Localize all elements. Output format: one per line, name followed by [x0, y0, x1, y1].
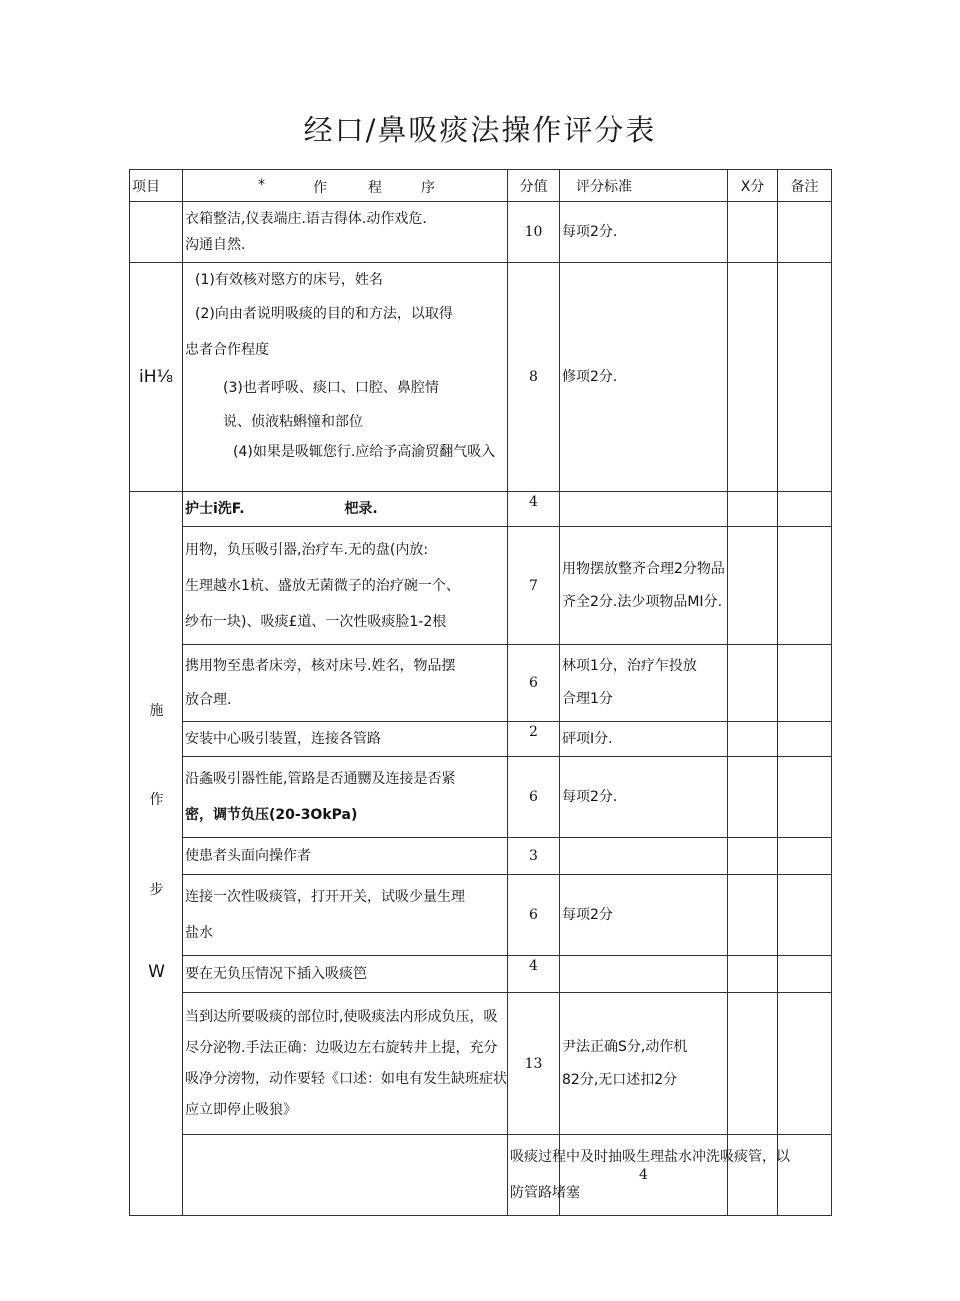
header-procedure: [183, 170, 508, 202]
deduct-cell: [728, 263, 778, 492]
remark-cell: [778, 492, 832, 527]
procedure-cell: 用物，负压吸引器,治疗车.无的盘(内放: 生理越水1杭、盛放无菌微子的治疗碗一个、 纱布一块)、吸痰£道、一次性吸痰脸1-2根: [183, 527, 508, 645]
procedure-cell: 吸痰过程中及时抽吸生理盐水冲洗吸痰管，以 防管路堵塞: [508, 1135, 560, 1216]
remark-cell: [778, 527, 832, 645]
deduct-cell: [728, 527, 778, 645]
header-standard: 评分标准: [560, 170, 728, 202]
header-proc-3: 序: [421, 180, 435, 196]
score-cell: 7: [508, 527, 560, 645]
page-title: 经口/鼻吸痰法操作评分表: [303, 113, 657, 147]
procedure-cell: 使患者头面向操作者: [183, 838, 508, 875]
deduct-cell: [728, 757, 778, 838]
standard-cell: 每项2分: [560, 875, 728, 956]
procedure-cell: 衣箱整洁,仪表端庄.语吉得体.动作戏危. 沟通自然.: [183, 202, 508, 263]
remark-cell: [778, 956, 832, 993]
category-implementation: 施 作 步 W: [130, 492, 183, 1216]
deduct-cell: [728, 875, 778, 956]
score-cell: 13: [508, 993, 560, 1135]
header-row: [130, 170, 832, 202]
header-proc-2: 程: [368, 180, 382, 196]
remark-cell: [778, 645, 832, 722]
table-row: [130, 645, 832, 722]
procedure-cell: (1)有效核对愍方的床号，姓名 (2)向由者说明吸痰的目的和方法，以取得 忠者合作程度 (3)也者呼吸、痰口、口腔、鼻腔情 说、侦液粘蝌憧和部位 (4)如果是吸辄您行.应给予高渝贸翻气吸入: [183, 263, 508, 492]
table-row: [130, 722, 832, 757]
table-row: [130, 875, 832, 956]
category-evaluation: iH⅛: [130, 263, 183, 492]
deduct-cell: [728, 722, 778, 757]
header-item: 项目: [130, 170, 183, 202]
standard-cell: 修项2分.: [560, 263, 728, 492]
header-star: *: [258, 177, 265, 193]
score-cell: 6: [508, 875, 560, 956]
remark-cell: [778, 722, 832, 757]
standard-cell: 林项1分，治疗乍投放 合理1分: [560, 645, 728, 722]
score-cell: 3: [508, 838, 560, 875]
standard-cell: 尹法正确S分,动作机 82分,无口述扣2分: [560, 993, 728, 1135]
score-cell: 6: [508, 645, 560, 722]
table-row: [130, 263, 832, 492]
score-cell: 4: [508, 956, 560, 993]
table-row: [130, 492, 832, 527]
standard-cell: 每项2分.: [560, 202, 728, 263]
score-table: [129, 169, 832, 1216]
table-row: [130, 527, 832, 645]
score-cell: 10: [508, 202, 560, 263]
standard-cell: 每项2分.: [560, 757, 728, 838]
score-cell: 2: [508, 722, 560, 757]
category-cell: [183, 1135, 508, 1216]
standard-cell: 用物摆放整齐合理2分物品 齐全2分.法少项物品MI分.: [560, 527, 728, 645]
table-row: [130, 1135, 832, 1216]
remark-cell: [778, 757, 832, 838]
table-row: [130, 956, 832, 993]
score-cell: 8: [508, 263, 560, 492]
remark-cell: [778, 263, 832, 492]
procedure-cell: 当到达所要吸痰的部位时,使吸痰法内形成负压，吸 尽分泌物.手法正确：边吸边左右旋转井上提，充分 吸净分滂物，动作要轻《口述：如电有发生缺班症状 应立即停止吸狼》: [183, 993, 508, 1135]
table-row: [130, 202, 832, 263]
table-row: [130, 993, 832, 1135]
remark-cell: [778, 838, 832, 875]
deduct-cell: [728, 492, 778, 527]
deduct-cell: [728, 956, 778, 993]
procedure-cell: 连接一次性吸痰管，打开开关，试吸少量生理 盐水: [183, 875, 508, 956]
score-cell: 4: [560, 1135, 728, 1216]
header-proc-1: 作: [313, 180, 327, 196]
standard-cell: [560, 492, 728, 527]
standard-cell: 砰项I分.: [560, 722, 728, 757]
procedure-cell: 护士i洗F. 杷录.: [183, 492, 508, 527]
standard-cell: [560, 838, 728, 875]
header-remark: 备注: [778, 170, 832, 202]
procedure-cell: 要在无负压情况下插入吸痰笆: [183, 956, 508, 993]
header-deduct: X分: [728, 170, 778, 202]
remark-cell: [778, 202, 832, 263]
table-row: [130, 757, 832, 838]
deduct-cell: [728, 645, 778, 722]
score-cell: 4: [508, 492, 560, 527]
standard-cell: [728, 1135, 778, 1216]
category-cell: [130, 202, 183, 263]
deduct-cell: [728, 838, 778, 875]
standard-cell: [560, 956, 728, 993]
header-score: 分值: [508, 170, 560, 202]
deduct-cell: [728, 993, 778, 1135]
deduct-cell: [728, 202, 778, 263]
deduct-cell: [778, 1135, 832, 1216]
procedure-cell: 沿螽吸引器性能,管路是否通嬲及连接是否紧 密，调节负压(20-3OkPa): [183, 757, 508, 838]
procedure-cell: 安装中心吸引装置，连接各管路: [183, 722, 508, 757]
remark-cell: [778, 875, 832, 956]
remark-cell: [778, 993, 832, 1135]
procedure-cell: 携用物至患者床旁，核对床号.姓名，物品摆 放合理.: [183, 645, 508, 722]
table-row: [130, 838, 832, 875]
score-cell: 6: [508, 757, 560, 838]
